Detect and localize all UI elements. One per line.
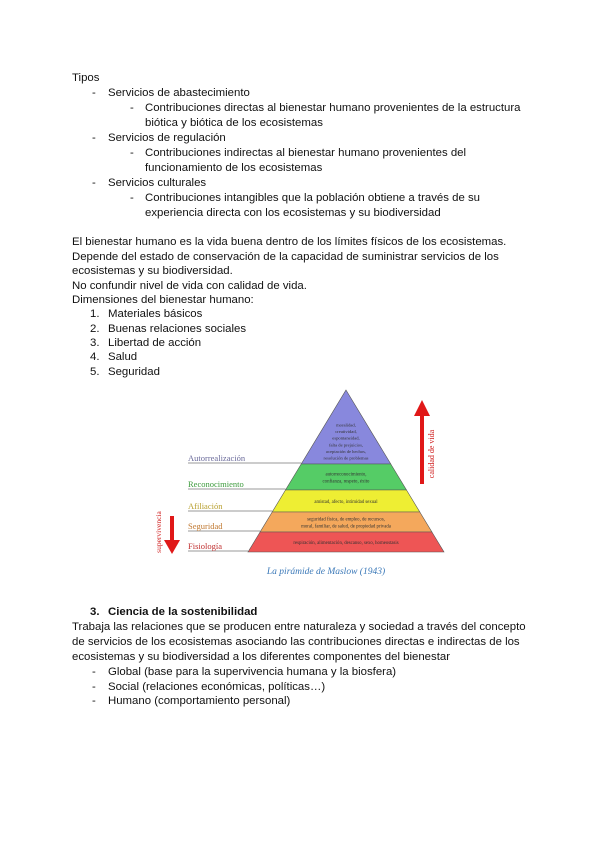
dimension-number: 5. <box>90 366 100 378</box>
dimension-item: Libertad de acción <box>108 337 202 349</box>
pyramid-level-description: seguridad física, de empleo, de recursos, <box>307 517 385 523</box>
figure-caption: La pirámide de Maslow (1943) <box>266 567 386 577</box>
pyramid-level-description: moral, familiar, de salud, de propiedad privada <box>301 524 391 530</box>
dimension-item: Buenas relaciones sociales <box>108 323 247 335</box>
tipos-item-3-sub-line-1: Contribuciones intangibles que la población obtiene a través de su <box>145 192 480 204</box>
dash-bullet: - <box>130 102 134 114</box>
paragraph-line-5: Dimensiones del bienestar humano: <box>72 294 254 306</box>
dash-bullet: - <box>92 87 96 99</box>
section-item-humano: Humano (comportamiento personal) <box>108 695 291 707</box>
dash-bullet: - <box>92 695 96 707</box>
dash-bullet: - <box>92 132 96 144</box>
pyramid-level-description: resolución de problemas <box>323 455 369 461</box>
tipos-item-3: Servicios culturales <box>108 177 207 189</box>
section-paragraph-line-2: de servicios de los ecosistemas asociando las contribuciones directas e indirectas de los <box>72 636 520 648</box>
dimension-number: 3. <box>90 337 100 349</box>
paragraph-line-2: Depende del estado de conservación de la capacidad de suministrar servicios de los <box>72 251 499 263</box>
tipos-item-1-sub-line-1: Contribuciones directas al bienestar humano provenientes de la estructura <box>145 102 521 114</box>
down-arrow-icon <box>164 516 180 554</box>
tipos-item-1: Servicios de abastecimiento <box>108 87 250 99</box>
paragraph-line-1: El bienestar humano es la vida buena dentro de los límites físicos de los ecosistemas. <box>72 236 507 248</box>
dimension-number: 2. <box>90 323 100 335</box>
dash-bullet: - <box>92 177 96 189</box>
pyramid-level-description: respiración, alimentación, descanso, sexo, homeostasis <box>293 541 399 546</box>
section-paragraph-line-1: Trabaja las relaciones que se producen entre naturaleza y sociedad a través del concepto <box>72 621 526 633</box>
dash-bullet: - <box>130 192 134 204</box>
dimension-number: 1. <box>90 308 100 320</box>
tipos-item-3-sub-line-2: experiencia directa con los ecosistemas y su biodiversidad <box>145 207 441 219</box>
pyramid-level-name: Fisiología <box>188 541 223 551</box>
maslow-pyramid-figure <box>150 384 450 580</box>
section-paragraph-line-3: ecosistemas y su biodiversidad a los diferentes componentes del bienestar <box>72 651 450 663</box>
down-arrow-label: supervivencia <box>154 511 163 553</box>
dimension-item: Materiales básicos <box>108 308 203 320</box>
pyramid-level-name: Seguridad <box>188 521 223 531</box>
section-item-global: Global (base para la supervivencia humana y la biosfera) <box>108 666 397 678</box>
tipos-item-2-sub-line-1: Contribuciones indirectas al bienestar humano provenientes del <box>145 147 467 159</box>
pyramid-level-description: amistad, afecto, intimidad sexual <box>314 500 378 505</box>
section-title: Ciencia de la sostenibilidad <box>108 606 258 618</box>
pyramid-level-description: espontaneidad, <box>332 435 360 441</box>
section-item-social: Social (relaciones económicas, políticas…) <box>108 681 326 693</box>
pyramid-level-description: confianza, respeto, éxito <box>322 479 370 485</box>
pyramid-level-name: Reconocimiento <box>188 479 244 489</box>
pyramid-level-name: Afiliación <box>188 501 223 511</box>
up-arrow-label: calidad de vida <box>427 429 436 479</box>
pyramid-level-name: Autorrealización <box>188 453 246 463</box>
dash-bullet: - <box>92 666 96 678</box>
paragraph-line-3: ecosistemas y su biodiversidad. <box>72 265 233 277</box>
pyramid-level-description: aceptación de hechos, <box>325 448 367 454</box>
pyramid-level-description: creatividad, <box>335 429 357 435</box>
dimension-item: Salud <box>108 351 138 363</box>
dash-bullet: - <box>92 681 96 693</box>
dimension-number: 4. <box>90 351 100 363</box>
pyramid-level-description: falta de prejuicios, <box>328 442 364 448</box>
tipos-item-2: Servicios de regulación <box>108 132 226 144</box>
pyramid-level-description: autorreconocimiento, <box>325 472 367 478</box>
tipos-item-2-sub-line-2: funcionamiento de los ecosistemas <box>145 162 323 174</box>
section-number: 3. <box>90 606 100 618</box>
dimension-item: Seguridad <box>108 366 160 378</box>
tipos-heading: Tipos <box>72 72 100 84</box>
dash-bullet: - <box>130 147 134 159</box>
paragraph-line-4: No confundir nivel de vida con calidad de vida. <box>72 280 307 292</box>
pyramid-level-description: moralidad, <box>336 422 356 428</box>
tipos-item-1-sub-line-2: biótica y biótica de los ecosistemas <box>145 117 323 129</box>
